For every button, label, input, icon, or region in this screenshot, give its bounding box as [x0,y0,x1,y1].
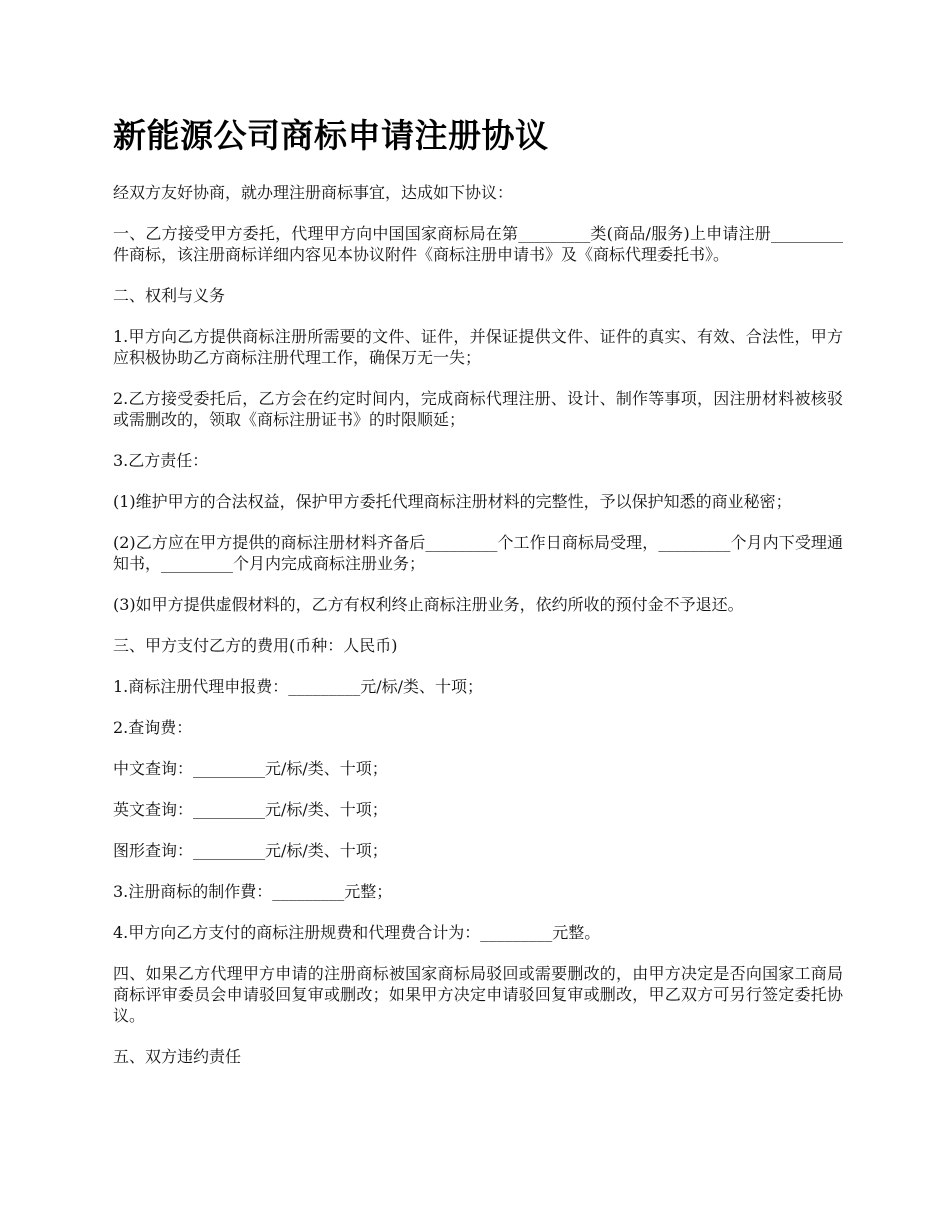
fee-item-1: 1.商标注册代理申报费：_________元/标/类、十项； [113,677,484,696]
clause-2-3-3-paragraph: (3)如甲方提供虚假材料的，乙方有权利终止商标注册业务，依约所收的预付金不予退还。 [113,595,744,614]
intro-paragraph: 经双方友好协商，就办理注册商标事宜，达成如下协议： [113,183,514,202]
fee-chinese-query: 中文查询：_________元/标/类、十项； [113,759,388,778]
section-5-heading: 五、双方违约责任 [113,1047,242,1066]
section-3-heading: 三、甲方支付乙方的费用(币种：人民币) [113,636,398,655]
clause-2-3-heading: 3.乙方责任： [113,451,209,470]
document-page [113,112,843,1087]
section-2-heading: 二、权利与义务 [113,286,226,305]
clause-2-3-1-paragraph: (1)维护甲方的合法权益，保护甲方委托代理商标注册材料的完整性，予以保护知悉的商业秘密； [113,492,792,511]
fee-graphic-query: 图形查询：_________元/标/类、十项； [113,841,388,860]
clause-2-3-2-paragraph: (2)乙方应在甲方提供的商标注册材料齐备后_________个工作日商标局受理，_________个月内下受理通知书，_________个月内完成商标注册业务； [113,533,843,573]
clause-2-2-paragraph: 2.乙方接受委托后，乙方会在约定时间内，完成商标代理注册、设计、制作等事项，因注册材料被核驳或需删改的，领取《商标注册证书》的时限顺延； [113,389,843,429]
fee-item-3: 3.注册商标的制作費：_________元整； [113,882,393,901]
fee-item-4: 4.甲方向乙方支付的商标注册规费和代理费合计为：_________元整。 [113,923,601,942]
clause-1-paragraph: 一、乙方接受甲方委托，代理甲方向中国国家商标局在第_________类(商品/服务)上申请注册_________件商标，该注册商标详细内容见本协议附件《商标注册申请书》及《商标代理委托书》。 [113,224,843,264]
clause-2-1-paragraph: 1.甲方向乙方提供商标注册所需要的文件、证件，并保证提供文件、证件的真实、有效、合法性，甲方应积极协助乙方商标注册代理工作，确保万无一失； [113,327,843,367]
section-4-paragraph: 四、如果乙方代理甲方申请的注册商标被国家商标局驳回或需要删改的，由甲方决定是否向国家工商局商标评审委员会申请驳回复审或删改；如果甲方决定申请驳回复审或删改，甲乙双方可另行签定委托协议。 [113,964,843,1025]
fee-item-2-heading: 2.查询费： [113,718,193,737]
document-title: 新能源公司商标申请注册协议 [113,116,549,155]
fee-english-query: 英文查询：_________元/标/类、十项； [113,800,388,819]
